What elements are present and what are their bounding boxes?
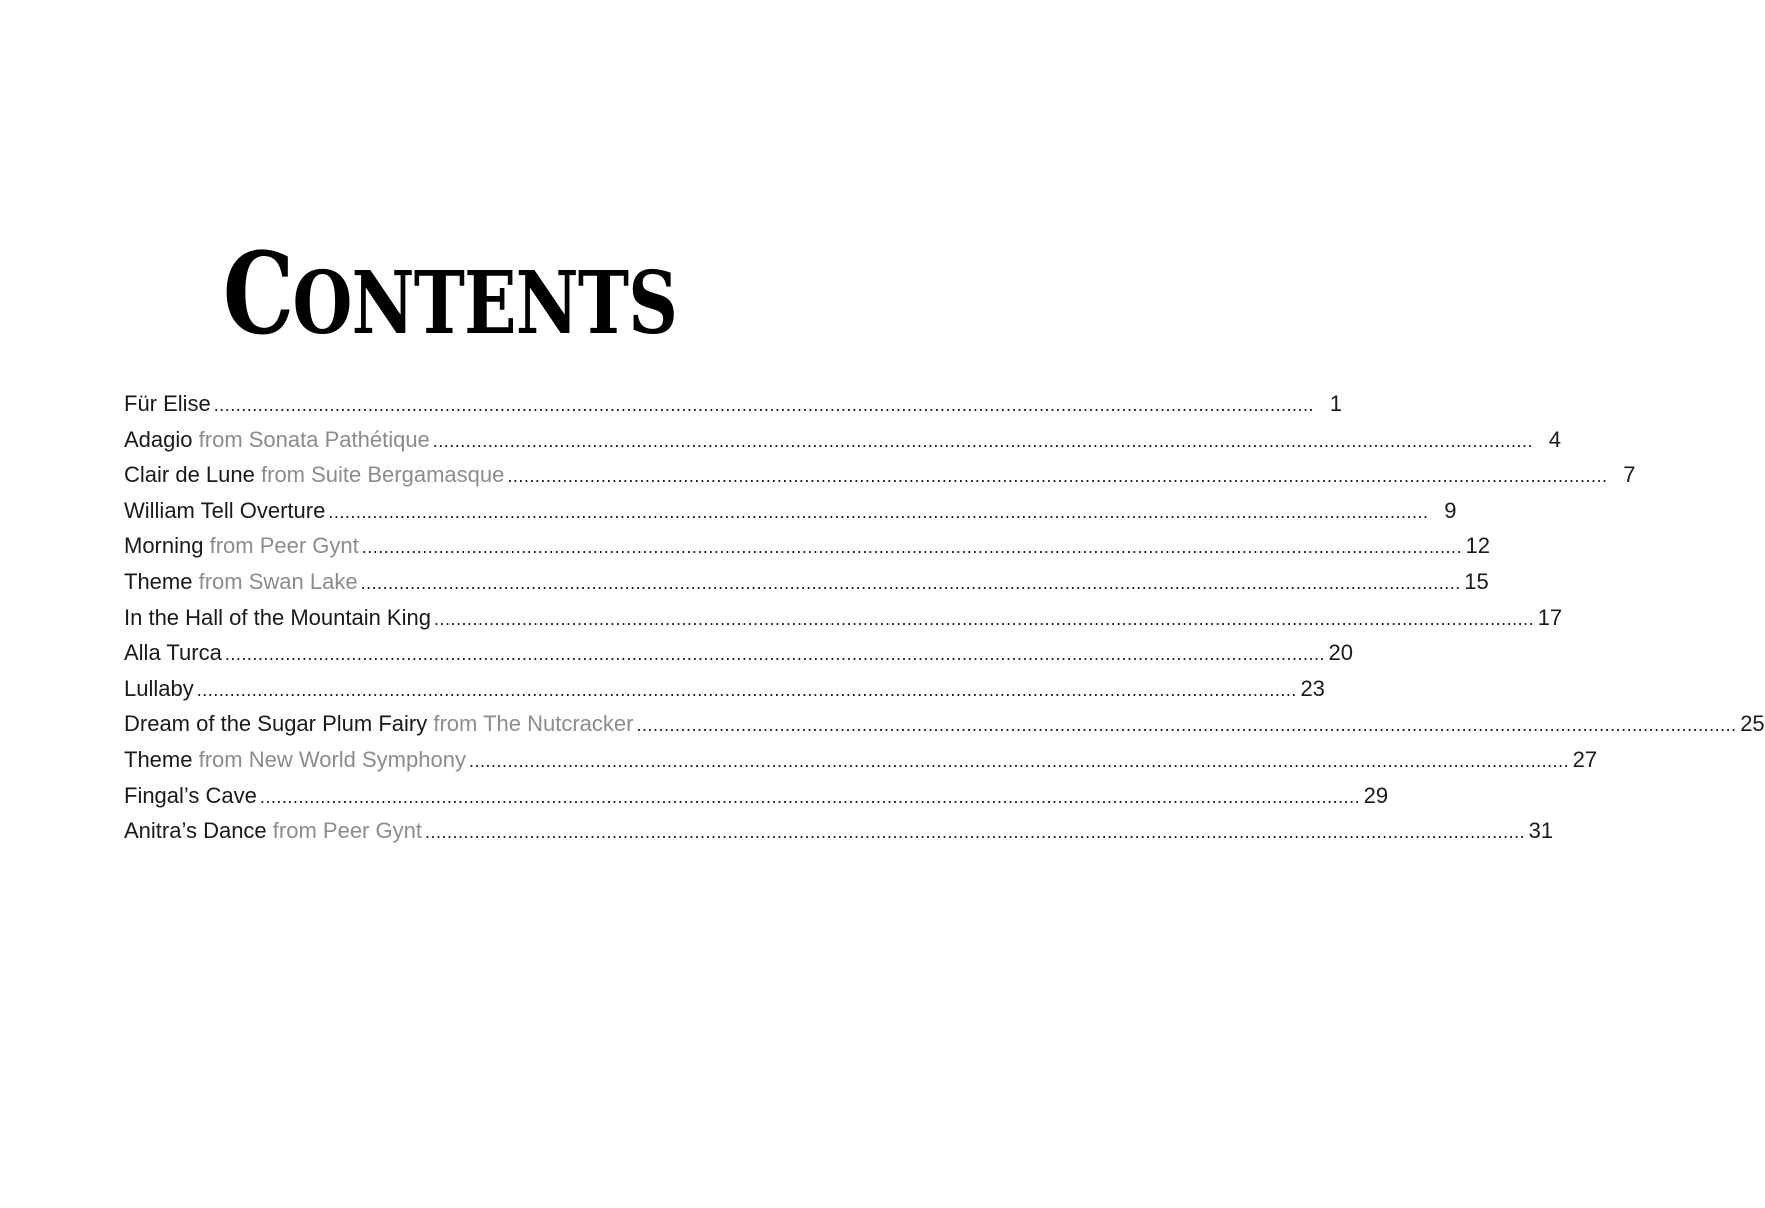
toc-entry-name: Dream of the Sugar Plum Fairy (124, 711, 428, 737)
toc-entry-title (124, 778, 257, 814)
toc-entry-name: Alla Turca (124, 640, 222, 666)
toc-entry-title (124, 813, 422, 849)
toc-entry-name: Anitra’s Dance (124, 818, 267, 844)
toc-page-number: 12 (1465, 533, 1490, 559)
toc-dot-leader: ........................................................................................................................................................................................................ (433, 608, 1535, 629)
toc-entry-name: Theme (124, 568, 193, 594)
toc-entry[interactable] (124, 422, 1561, 458)
toc-dot-leader: ........................................................................................................................................................................................................ (636, 715, 1737, 736)
toc-page-number: 1 (1329, 391, 1342, 416)
toc-entry-title (124, 457, 504, 493)
toc-entry-name: Morning (124, 533, 204, 559)
toc-entry[interactable] (124, 778, 1389, 814)
toc-dot-leader: ........................................................................................................................................................................................................ (196, 679, 1297, 700)
toc-entry[interactable] (124, 742, 1598, 778)
table-of-contents (124, 386, 1765, 849)
toc-dot-leader: ........................................................................................................................................................................................................ (424, 822, 1526, 843)
toc-entry[interactable] (124, 564, 1489, 600)
toc-page-number: 29 (1363, 782, 1389, 808)
toc-entry[interactable] (124, 600, 1563, 636)
toc-page-number: 31 (1528, 818, 1554, 844)
toc-entry[interactable] (124, 813, 1554, 849)
toc-dot-leader: ........................................................................................................................................................................................................ (468, 750, 1570, 771)
toc-page-number: 27 (1572, 746, 1598, 772)
toc-page-number: 17 (1537, 604, 1563, 630)
toc-entry-title (124, 600, 431, 636)
toc-page-number: 25 (1740, 711, 1765, 737)
toc-entry-title (124, 671, 194, 707)
toc-entry-subtitle: from Peer Gynt (209, 533, 359, 559)
page-title (90, 229, 810, 361)
toc-entry-subtitle: from Swan Lake (198, 568, 358, 594)
toc-entry[interactable] (124, 706, 1765, 742)
toc-entry-title (124, 422, 430, 458)
toc-entry[interactable] (124, 457, 1636, 493)
toc-entry-subtitle: from Peer Gynt (272, 818, 422, 844)
toc-entry[interactable] (124, 635, 1354, 671)
toc-entry-title (124, 564, 358, 600)
toc-entry[interactable] (124, 671, 1325, 707)
toc-entry-title (124, 386, 211, 422)
toc-dot-leader: ........................................................................................................................................................................................................ (224, 644, 1326, 665)
page-title-rest: ONTENTS (292, 253, 678, 355)
toc-entry-name: Für Elise (124, 391, 211, 416)
toc-entry-title (124, 635, 222, 671)
page-title-initial: C (222, 229, 293, 361)
toc-entry-title (124, 742, 466, 778)
toc-entry[interactable] (124, 386, 1342, 422)
toc-entry[interactable] (124, 528, 1490, 564)
toc-dot-leader: ........................................................................................................................................................................................................ (328, 501, 1429, 522)
toc-page-number: 9 (1444, 497, 1457, 523)
toc-entry-subtitle: from New World Symphony (198, 746, 466, 772)
toc-dot-leader: ........................................................................................................................................................................................................ (360, 572, 1461, 593)
toc-entry-subtitle: from The Nutcracker (433, 711, 634, 737)
toc-entry-title (124, 706, 633, 742)
toc-entry-subtitle: from Sonata Pathétique (198, 426, 430, 452)
toc-entry-name: In the Hall of the Mountain King (124, 604, 431, 630)
toc-page-number: 7 (1623, 462, 1636, 488)
toc-entry-name: Adagio (124, 426, 193, 452)
toc-dot-leader: ........................................................................................................................................................................................................ (507, 466, 1608, 487)
toc-entry-name: Clair de Lune (124, 462, 255, 488)
toc-entry-name: William Tell Overture (124, 497, 326, 523)
toc-dot-leader: ........................................................................................................................................................................................................ (361, 537, 1462, 558)
toc-page-number: 20 (1328, 640, 1354, 666)
toc-page-number: 23 (1300, 675, 1325, 701)
toc-page-number: 15 (1464, 568, 1489, 594)
toc-entry-title (124, 493, 325, 529)
toc-entry[interactable] (124, 493, 1457, 529)
toc-entry-title (124, 528, 359, 564)
toc-entry-name: Lullaby (124, 675, 194, 701)
toc-entry-name: Fingal’s Cave (124, 782, 257, 808)
toc-dot-leader: ........................................................................................................................................................................................................ (432, 430, 1533, 451)
toc-entry-subtitle: from Suite Bergamasque (261, 462, 505, 488)
toc-dot-leader: ........................................................................................................................................................................................................ (259, 786, 1361, 807)
toc-page-number: 4 (1548, 426, 1561, 452)
toc-dot-leader: ........................................................................................................................................................................................................ (213, 395, 1314, 415)
toc-entry-name: Theme (124, 746, 193, 772)
